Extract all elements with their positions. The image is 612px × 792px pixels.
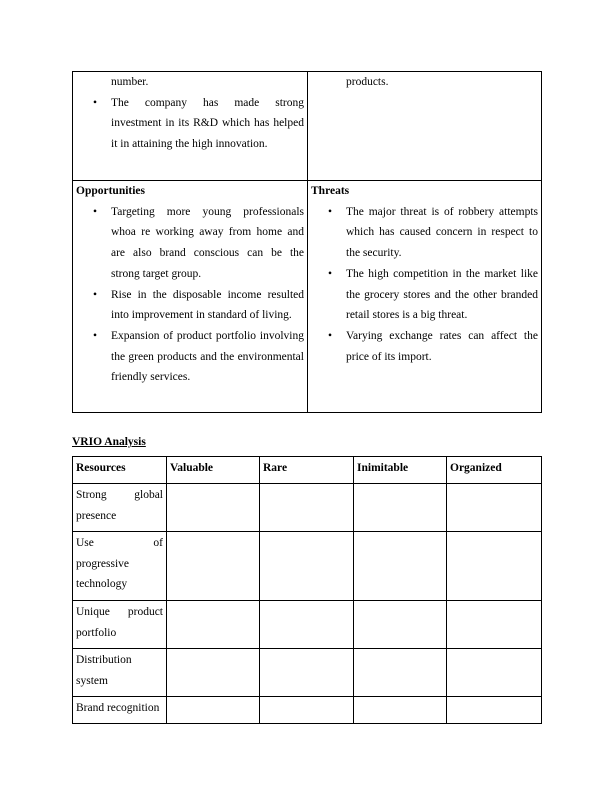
vrio-table [72, 456, 542, 724]
list-item: • Targeting more young professionals whoa re working away from home and are also brand conscious can be the strong target group. [111, 202, 304, 285]
strengths-cell [73, 72, 308, 181]
threats-cell [308, 181, 542, 413]
table-row [73, 601, 542, 649]
opportunities-cell [73, 181, 308, 413]
list-item: • The company has made strong investment in its R&D which has helped it in attaining the high innovation. [111, 93, 304, 155]
resource-word: global [134, 489, 163, 501]
table-row [73, 697, 542, 724]
vrio-title: VRIO Analysis [72, 436, 146, 448]
empty-cell [354, 484, 447, 532]
threats-list [311, 202, 538, 368]
empty-cell [447, 697, 542, 724]
resource-rest: system [76, 674, 108, 687]
resource-word: Unique [76, 606, 110, 618]
list-item: • Expansion of product portfolio involving the green products and the environmental friendly services. [111, 326, 304, 388]
swot-table [72, 71, 542, 413]
swot-row-opportunities-threats [73, 181, 542, 413]
header-organized: Organized [447, 457, 542, 484]
table-row [73, 649, 542, 697]
table-row [73, 532, 542, 601]
empty-cell [447, 532, 542, 601]
empty-cell [260, 697, 354, 724]
list-item: • The major threat is of robbery attempts which has caused concern in respect to the security. [346, 202, 538, 264]
empty-cell [447, 484, 542, 532]
resource-cell [73, 649, 167, 697]
opportunities-list [76, 202, 304, 388]
weaknesses-cell [308, 72, 542, 181]
list-item: • Rise in the disposable income resulted into improvement in standard of living. [111, 285, 304, 326]
empty-cell [260, 484, 354, 532]
header-rare: Rare [260, 457, 354, 484]
header-resources: Resources [73, 457, 167, 484]
swot-row-strengths-weaknesses [73, 72, 542, 181]
empty-cell [447, 649, 542, 697]
empty-cell [354, 601, 447, 649]
strengths-list [76, 93, 304, 155]
empty-cell [260, 601, 354, 649]
empty-cell [260, 649, 354, 697]
threats-heading: Threats [311, 185, 350, 197]
empty-cell [167, 532, 260, 601]
resource-cell [73, 697, 167, 724]
strengths-continuation: number. [111, 76, 149, 88]
list-item: • The high competition in the market like the grocery stores and the other branded retail stores is a big threat. [346, 264, 538, 326]
list-item: • Varying exchange rates can affect the price of its import. [346, 326, 538, 367]
empty-cell [354, 649, 447, 697]
resource-cell [73, 532, 167, 601]
resource-rest: presence [76, 509, 117, 522]
resource-rest: progressive technology [76, 557, 130, 591]
resource-word: Brand recognition [76, 702, 160, 714]
header-inimitable: Inimitable [354, 457, 447, 484]
resource-word: Use [76, 537, 94, 549]
empty-cell [354, 532, 447, 601]
resource-rest: portfolio [76, 626, 117, 639]
empty-cell [354, 697, 447, 724]
resource-cell [73, 601, 167, 649]
empty-cell [167, 649, 260, 697]
empty-cell [447, 601, 542, 649]
empty-cell [167, 697, 260, 724]
resource-cell [73, 484, 167, 532]
resource-word: product [127, 606, 163, 618]
weaknesses-continuation: products. [346, 76, 389, 88]
opportunities-heading: Opportunities [76, 185, 146, 197]
table-row [73, 484, 542, 532]
resource-word: of [153, 537, 163, 549]
empty-cell [260, 532, 354, 601]
header-valuable: Valuable [167, 457, 260, 484]
empty-cell [167, 601, 260, 649]
resource-word: Strong [76, 489, 107, 501]
resource-word: Distribution [76, 654, 132, 666]
vrio-header-row [73, 457, 542, 484]
empty-cell [167, 484, 260, 532]
